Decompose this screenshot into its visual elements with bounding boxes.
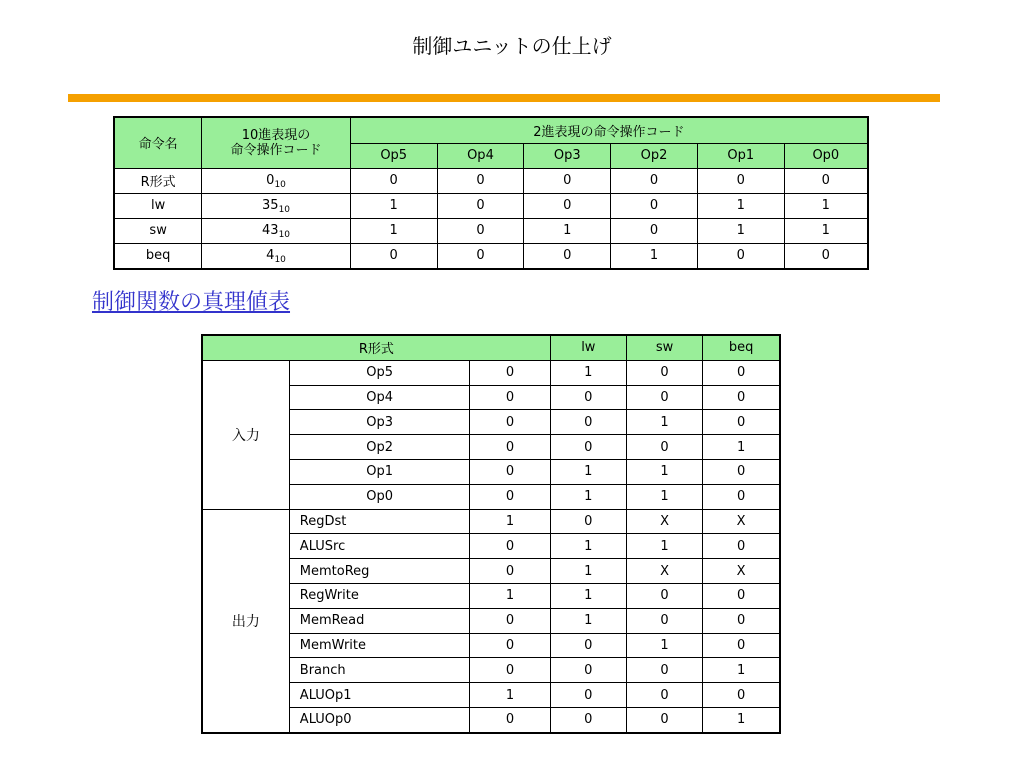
signal-value: 0: [626, 683, 702, 708]
opcode-bit: 0: [437, 168, 524, 193]
decimal-value: 0: [266, 173, 275, 188]
signal-value: 1: [470, 583, 550, 608]
signal-value: 0: [550, 385, 626, 410]
truth-row: [202, 435, 780, 460]
opcode-bit: 0: [697, 168, 784, 193]
signal-value: 1: [550, 484, 626, 509]
signal-value: 0: [550, 509, 626, 534]
bit-header: Op4: [437, 143, 524, 168]
slide-title: 制御ユニットの仕上げ: [412, 34, 612, 58]
decimal-value: 4: [266, 248, 275, 263]
signal-name: Branch: [289, 658, 470, 683]
radix-subscript: 10: [278, 205, 291, 215]
truth-row: [202, 509, 780, 534]
truth-row: [202, 707, 780, 732]
signal-value: 1: [550, 583, 626, 608]
title-divider: [68, 94, 940, 102]
signal-value: 1: [703, 435, 780, 460]
opcode-bit: 0: [611, 218, 698, 243]
truth-row: [202, 459, 780, 484]
signal-value: 0: [470, 435, 550, 460]
signal-value: 0: [626, 707, 702, 732]
signal-name: RegWrite: [289, 583, 470, 608]
decimal-opcode: [202, 168, 351, 193]
bit-header: Op5: [350, 143, 437, 168]
signal-name: Op3: [289, 410, 470, 435]
instruction-name: sw: [114, 218, 202, 243]
signal-value: 0: [550, 707, 626, 732]
signal-name: MemtoReg: [289, 559, 470, 584]
signal-value: 0: [470, 633, 550, 658]
signal-value: 0: [703, 633, 780, 658]
signal-value: 0: [550, 435, 626, 460]
signal-name: Op0: [289, 484, 470, 509]
signal-name: ALUOp1: [289, 683, 470, 708]
signal-value: 0: [470, 608, 550, 633]
signal-value: 1: [550, 559, 626, 584]
signal-value: X: [703, 509, 780, 534]
signal-value: 0: [626, 583, 702, 608]
opcode-bit: 0: [697, 243, 784, 269]
opcode-bit: 1: [784, 193, 868, 218]
signal-value: 1: [626, 534, 702, 559]
instruction-name: lw: [114, 193, 202, 218]
signal-value: 0: [470, 459, 550, 484]
signal-value: 0: [703, 410, 780, 435]
signal-name: RegDst: [289, 509, 470, 534]
signal-name: Op1: [289, 459, 470, 484]
input-group-label: 入力: [202, 360, 289, 509]
truth-row: [202, 534, 780, 559]
truth-row: [202, 608, 780, 633]
decimal-opcode: [202, 218, 351, 243]
truth-row: [202, 559, 780, 584]
bit-header: Op3: [524, 143, 611, 168]
signal-value: 0: [626, 608, 702, 633]
opcode-bit: 0: [524, 168, 611, 193]
opcode-bit: 1: [611, 243, 698, 269]
opcode-bit: 0: [611, 168, 698, 193]
bit-header: Op2: [611, 143, 698, 168]
signal-value: X: [626, 509, 702, 534]
opcode-bit: 0: [524, 193, 611, 218]
signal-name: Op5: [289, 360, 470, 385]
signal-value: 1: [703, 658, 780, 683]
signal-value: 1: [626, 410, 702, 435]
signal-value: X: [626, 559, 702, 584]
opcode-bit: 1: [784, 218, 868, 243]
truth-row: [202, 583, 780, 608]
opcode-bit: 0: [437, 243, 524, 269]
signal-value: 0: [703, 608, 780, 633]
opcode-bit: 0: [784, 168, 868, 193]
signal-value: 0: [470, 559, 550, 584]
signal-value: 0: [470, 360, 550, 385]
signal-value: 1: [626, 484, 702, 509]
signal-value: 0: [470, 385, 550, 410]
truth-row: [202, 360, 780, 385]
signal-name: MemRead: [289, 608, 470, 633]
opcode-bit: 0: [350, 168, 437, 193]
radix-subscript: 10: [274, 255, 286, 265]
signal-value: 1: [626, 633, 702, 658]
header-sw: sw: [626, 335, 702, 360]
output-group-label: 出力: [202, 509, 289, 733]
opcode-bit: 0: [350, 243, 437, 269]
signal-value: X: [703, 559, 780, 584]
decimal-opcode: [202, 193, 351, 218]
opcode-bit: 1: [350, 193, 437, 218]
signal-value: 1: [550, 459, 626, 484]
signal-value: 1: [703, 707, 780, 732]
signal-value: 0: [470, 707, 550, 732]
signal-value: 0: [703, 484, 780, 509]
opcode-bit: 1: [524, 218, 611, 243]
opcode-bit: 0: [437, 218, 524, 243]
bit-header: Op1: [697, 143, 784, 168]
opcode-row: [114, 243, 868, 269]
truth-row: [202, 633, 780, 658]
signal-name: Op4: [289, 385, 470, 410]
decimal-value: 43: [262, 223, 279, 238]
signal-value: 0: [626, 658, 702, 683]
decimal-opcode: [202, 243, 351, 269]
truth-row: [202, 410, 780, 435]
signal-value: 0: [626, 385, 702, 410]
opcode-bit: 0: [784, 243, 868, 269]
signal-name: Op2: [289, 435, 470, 460]
opcode-bit: 0: [611, 193, 698, 218]
col-binary-opcode: 2進表現の命令操作コード: [350, 117, 868, 143]
signal-value: 0: [703, 583, 780, 608]
signal-value: 0: [550, 633, 626, 658]
header-lw: lw: [550, 335, 626, 360]
opcode-bit: 1: [697, 218, 784, 243]
opcode-table: [113, 116, 869, 270]
signal-value: 0: [703, 360, 780, 385]
col-instruction-name: 命令名: [114, 117, 202, 168]
signal-value: 1: [626, 459, 702, 484]
signal-name: ALUSrc: [289, 534, 470, 559]
truth-table: [201, 334, 781, 734]
signal-value: 0: [470, 658, 550, 683]
signal-name: ALUOp0: [289, 707, 470, 732]
instruction-name: R形式: [114, 168, 202, 193]
signal-value: 0: [703, 385, 780, 410]
truth-row: [202, 658, 780, 683]
signal-value: 0: [550, 683, 626, 708]
decimal-value: 35: [262, 198, 279, 213]
signal-value: 0: [626, 360, 702, 385]
bit-header: Op0: [784, 143, 868, 168]
signal-value: 0: [626, 435, 702, 460]
opcode-bit: 1: [697, 193, 784, 218]
opcode-row: [114, 168, 868, 193]
instruction-name: beq: [114, 243, 202, 269]
radix-subscript: 10: [274, 180, 286, 190]
signal-value: 0: [703, 683, 780, 708]
opcode-row: [114, 193, 868, 218]
opcode-bit: 0: [437, 193, 524, 218]
signal-value: 0: [703, 459, 780, 484]
header-beq: beq: [703, 335, 780, 360]
signal-value: 1: [550, 608, 626, 633]
signal-value: 1: [470, 509, 550, 534]
truth-row: [202, 683, 780, 708]
signal-value: 0: [470, 484, 550, 509]
signal-name: MemWrite: [289, 633, 470, 658]
signal-value: 0: [470, 410, 550, 435]
signal-value: 0: [703, 534, 780, 559]
truth-table-title: 制御関数の真理値表: [92, 290, 291, 315]
header-rformat: R形式: [202, 335, 550, 360]
opcode-bit: 0: [524, 243, 611, 269]
radix-subscript: 10: [278, 230, 291, 240]
signal-value: 1: [470, 683, 550, 708]
opcode-bit: 1: [350, 218, 437, 243]
signal-value: 1: [550, 534, 626, 559]
truth-row: [202, 484, 780, 509]
truth-row: [202, 385, 780, 410]
col-decimal-opcode: 10進表現の 命令操作コード: [202, 117, 351, 168]
signal-value: 1: [550, 360, 626, 385]
opcode-row: [114, 218, 868, 243]
signal-value: 0: [550, 410, 626, 435]
signal-value: 0: [470, 534, 550, 559]
signal-value: 0: [550, 658, 626, 683]
